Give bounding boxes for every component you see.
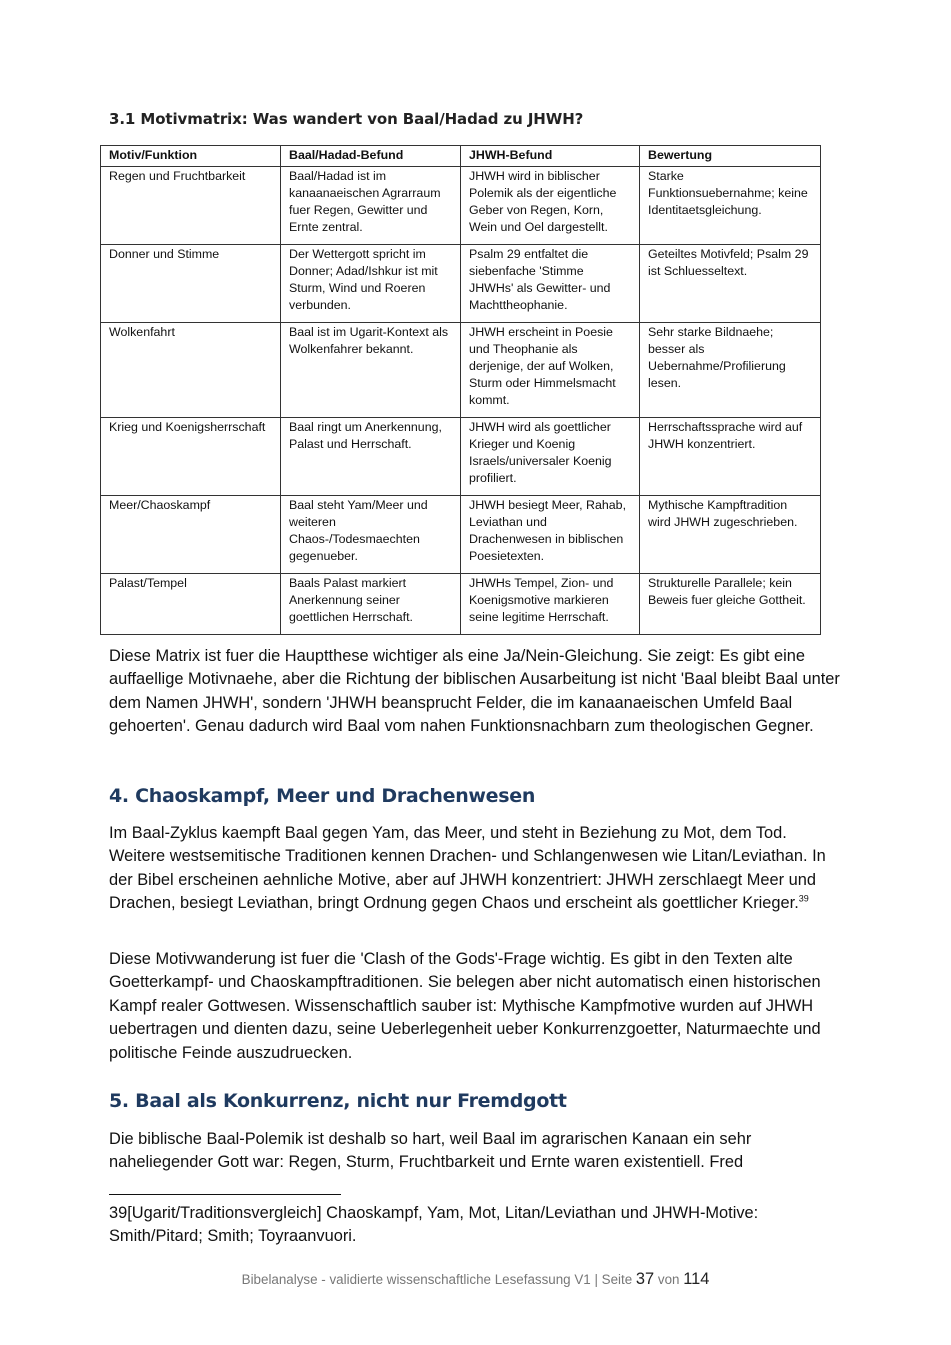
column-header: Bewertung [640, 146, 821, 167]
table-cell: Psalm 29 entfaltet die siebenfache 'Stimme JHWHs' als Gewitter- und Machttheophanie. [461, 245, 640, 323]
table-cell: Herrschaftssprache wird auf JHWH konzentriert. [640, 418, 821, 496]
table-row [101, 496, 821, 574]
page-total: 114 [683, 1270, 710, 1288]
motiv-matrix-table [100, 145, 821, 635]
table-cell: Baals Palast markiert Anerkennung seiner goettlichen Herrschaft. [281, 574, 461, 635]
section-heading-5: 5. Baal als Konkurrenz, nicht nur Fremdgott [109, 1090, 567, 1112]
table-cell: Strukturelle Parallele; kein Beweis fuer gleiche Gottheit. [640, 574, 821, 635]
table-cell: JHWH besiegt Meer, Rahab, Leviathan und Drachenwesen in biblischen Poesietexten. [461, 496, 640, 574]
table-row [101, 245, 821, 323]
table-row [101, 167, 821, 245]
table-cell: JHWH wird in biblischer Polemik als der eigentliche Geber von Regen, Korn, Wein und Oel dargestellt. [461, 167, 640, 245]
table-row [101, 574, 821, 635]
table-cell: Baal ist im Ugarit-Kontext als Wolkenfahrer bekannt. [281, 323, 461, 418]
table-cell: Donner und Stimme [101, 245, 281, 323]
table-cell: Baal ringt um Anerkennung, Palast und Herrschaft. [281, 418, 461, 496]
table-cell: JHWH erscheint in Poesie und Theophanie als derjenige, der auf Wolken, Sturm oder Himmelsmacht kommt. [461, 323, 640, 418]
section-4-paragraph-1 [109, 822, 845, 916]
table-cell: Baal/Hadad ist im kanaanaeischen Agrarraum fuer Regen, Gewitter und Ernte zentral. [281, 167, 461, 245]
table-cell: Geteiltes Motivfeld; Psalm 29 ist Schluesseltext. [640, 245, 821, 323]
table-cell: Sehr starke Bildnaehe; besser als Uebernahme/Profilierung lesen. [640, 323, 821, 418]
table-cell: Baal steht Yam/Meer und weiteren Chaos-/Todesmaechten gegenueber. [281, 496, 461, 574]
column-header: Baal/Hadad-Befund [281, 146, 461, 167]
section-heading-3-1: 3.1 Motivmatrix: Was wandert von Baal/Hadad zu JHWH? [109, 110, 584, 128]
table-cell: Regen und Fruchtbarkeit [101, 167, 281, 245]
table-cell: Meer/Chaoskampf [101, 496, 281, 574]
table-cell: JHWHs Tempel, Zion- und Koenigsmotive markieren seine legitime Herrschaft. [461, 574, 640, 635]
footer-of: von [657, 1272, 680, 1287]
table-cell: JHWH wird als goettlicher Krieger und Koenig Israels/universaler Koenig profiliert. [461, 418, 640, 496]
table-row [101, 418, 821, 496]
section-5-paragraph-1: Die biblische Baal-Polemik ist deshalb so hart, weil Baal im agrarischen Kanaan ein sehr naheliegender Gott war: Regen, Sturm, Fruchtbarkeit und Ernte waren existentiell. Fred [109, 1130, 752, 1172]
section-4-paragraph-2: Diese Motivwanderung ist fuer die 'Clash of the Gods'-Frage wichtig. Es gibt in den Texten alte Goetterkampf- und Chaoskampftraditionen. Sie belegen aber nicht automatisch einen historischen Kampf realer Gottwesen. Wissenschaftlich sauber ist: Mythische Kampfmotive wurden auf JHWH uebertragen und dienten dazu, seine Ueberlegenheit ueber Konkurrenzgoetter, Naturmaechte und politische Feinde auszudruecken. [109, 950, 821, 1062]
table-cell: Mythische Kampftradition wird JHWH zugeschrieben. [640, 496, 821, 574]
table-cell: Wolkenfahrt [101, 323, 281, 418]
matrix-summary-paragraph: Diese Matrix ist fuer die Hauptthese wichtiger als eine Ja/Nein-Gleichung. Sie zeigt: Es gibt eine auffaellige Motivnaehe, aber die Richtung der biblischen Ausarbeitung ist nicht 'Baal bleibt Baal unter dem Namen JHWH', sondern 'JHWH beansprucht Felder, die im kanaanaeischen Umfeld Baal gehoerten'. Genau dadurch wird Baal vom nahen Funktionsnachbarn zum theologischen Gegner. [109, 647, 840, 736]
footnote-divider [109, 1194, 341, 1195]
section-heading-4: 4. Chaoskampf, Meer und Drachenwesen [109, 785, 536, 807]
column-header: JHWH-Befund [461, 146, 640, 167]
table-row [101, 323, 821, 418]
page-number: 37 [635, 1270, 655, 1288]
table-cell: Krieg und Koenigsherrschaft [101, 418, 281, 496]
paragraph-text: Im Baal-Zyklus kaempft Baal gegen Yam, das Meer, und steht in Beziehung zu Mot, dem Tod. Weitere westsemitische Traditionen kennen Drachen- und Schlangenwesen wie Litan/Leviathan. In der Bibel erscheinen aehnliche Motive, aber auf JHWH konzentriert: JHWH zerschlaegt Meer und Drachen, besiegt Leviathan, bringt Ordnung gegen Chaos und erscheint als goettlicher Krieger. [109, 824, 826, 913]
column-header: Motiv/Funktion [101, 146, 281, 167]
table-cell: Der Wettergott spricht im Donner; Adad/Ishkur ist mit Sturm, Wind und Roeren verbunden. [281, 245, 461, 323]
footer-text: Bibelanalyse - validierte wissenschaftliche Lesefassung V1 | Seite [241, 1272, 633, 1287]
table-header-row [101, 146, 821, 167]
table-cell: Palast/Tempel [101, 574, 281, 635]
footnote-39: 39[Ugarit/Traditionsvergleich] Chaoskampf, Yam, Mot, Litan/Leviathan und JHWH-Motive: Smith/Pitard; Smith; Toyraanvuori. [109, 1204, 759, 1245]
page-footer [0, 1270, 951, 1289]
table-cell: Starke Funktionsuebernahme; keine Identitaetsgleichung. [640, 167, 821, 245]
footnote-reference[interactable]: 39 [798, 893, 809, 904]
